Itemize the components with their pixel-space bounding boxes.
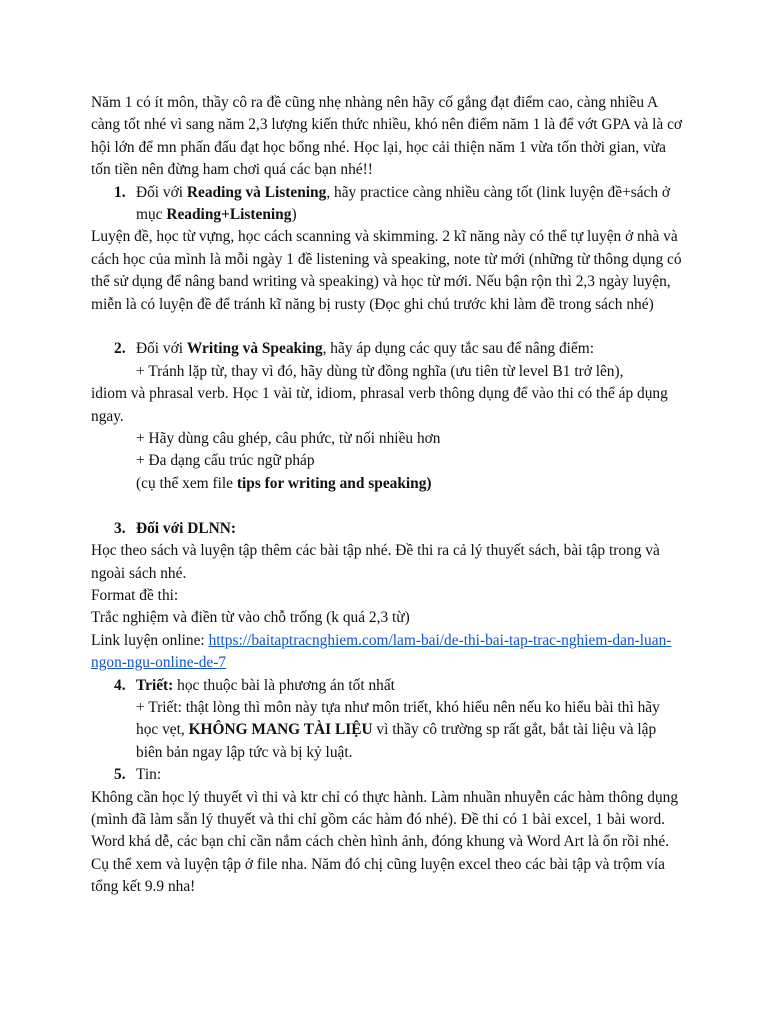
blank-line: [91, 316, 683, 338]
text: Đối với: [136, 183, 187, 201]
bold-text: Writing và Speaking: [186, 340, 323, 358]
tip-1-line-2: idiom và phrasal verb. Học 1 vài từ, idiom, phrasal verb thông dụng để vào thi có thể áp dụng ngay.: [91, 385, 668, 425]
bold-text: Reading và Listening: [186, 183, 327, 201]
text: Đối với: [136, 340, 187, 358]
section-3-heading: [91, 518, 683, 540]
bold-text: KHÔNG MANG TÀI LIỆU: [188, 721, 373, 739]
section-5-heading: [91, 764, 683, 786]
bold-text: tips for writing and speaking): [236, 474, 432, 492]
tip-1-line-1: + Tránh lặp từ, thay vì đó, hãy dùng từ đồng nghĩa (ưu tiên từ level B1 trở lên),: [136, 362, 624, 380]
tip-note: [91, 473, 683, 495]
text: Tin:: [136, 766, 162, 784]
section-3-body-3: Trắc nghiệm và điền từ vào chỗ trống (k quá 2,3 từ): [91, 609, 410, 627]
list-number: 5.: [114, 766, 126, 784]
text: vì thầy cô trường sp rất gắt, bắt tài liệu và lập biên bản ngay lập tức và bị kỷ luật.: [136, 721, 657, 761]
bold-text: Triết:: [136, 676, 174, 694]
section-4-heading: [91, 675, 683, 697]
text: , hãy practice càng nhiều càng tốt (link luyện đề+sách ở mục: [136, 183, 671, 224]
intro-paragraph: Năm 1 có ít môn, thầy cô ra đề cũng nhẹ nhàng nên hãy cố gắng đạt điểm cao, càng nhiều A càng tốt nhé vì sang năm 2,3 lượng kiến thức nhiều, khó nên điểm năm 1 là để vớt GPA và là cơ hội lớn để mn phấn đấu đạt học bổng nhé. Học lại, học cải thiện năm 1 vừa tốn thời gian, vừa tốn tiền nên đừng ham chơi quá các bạn nhé!!: [91, 94, 683, 179]
document-page: [91, 92, 683, 899]
text: ): [291, 206, 297, 224]
section-3-body-2: Format đề thi:: [91, 586, 179, 604]
section-3-body-1: Học theo sách và luyện tập thêm các bài tập nhé. Đề thi ra cả lý thuyết sách, bài tập trong và ngoài sách nhé.: [91, 542, 660, 582]
tip-2: + Hãy dùng câu ghép, câu phức, từ nối nhiều hơn: [136, 430, 441, 448]
text: + Triết: thật lòng thì môn này tựa như môn triết, khó hiểu nên nếu ko hiểu bài thì hãy học vẹt,: [136, 698, 660, 739]
text: Link luyện online:: [91, 631, 209, 649]
list-number: 2.: [114, 340, 126, 358]
text: (cụ thể xem file: [136, 474, 237, 492]
list-number: 4.: [114, 676, 126, 694]
bold-text: Đối với DLNN:: [136, 519, 237, 537]
practice-link[interactable]: https://baitaptracnghiem.com/lam-bai/de-thi-bai-tap-trac-nghiem-dan-luan-ngon-ngu-online-de-7: [91, 631, 672, 672]
tip-3: + Đa dạng cấu trúc ngữ pháp: [136, 452, 315, 470]
section-3-link-line: [91, 630, 683, 675]
bold-text: Reading+Listening: [166, 206, 292, 224]
section-1-heading: [91, 182, 683, 227]
section-5-body: Không cần học lý thuyết vì thi và ktr chỉ có thực hành. Làm nhuần nhuyễn các hàm thông dụng (mình đã làm sẵn lý thuyết và thi chỉ gồm các hàm đó nhé). Đề thi có 1 bài excel, 1 bài word. Word khá dễ, các bạn chỉ cần nắm cách chèn hình ảnh, đóng khung và Word Art là ổn rồi nhé. Cụ thể xem và luyện tập ở file nha. Năm đó chị cũng luyện excel theo các bài tập và trộm vía tổng kết 9.9 nha!: [91, 788, 679, 896]
section-4-sub: [91, 697, 683, 764]
text: học thuộc bài là phương án tốt nhất: [173, 676, 395, 694]
list-number: 3.: [114, 519, 126, 537]
section-1-body: Luyện đề, học từ vựng, học cách scanning và skimming. 2 kĩ năng này có thể tự luyện ở nhà và cách học của mình là mỗi ngày 1 đề listening và speaking, note từ mới (những từ thông dụng có thể sử dụng để nâng band writing và speaking) và học từ mới. Nếu bận rộn thì 2,3 ngày luyện, miễn là có luyện đề để tránh kĩ năng bị rusty (Đọc ghi chú trước khi làm đề trong sách nhé): [91, 228, 682, 313]
blank-line: [91, 495, 683, 517]
section-2-heading: [91, 338, 683, 360]
list-number: 1.: [114, 183, 126, 201]
text: , hãy áp dụng các quy tắc sau để nâng điểm:: [322, 340, 594, 358]
